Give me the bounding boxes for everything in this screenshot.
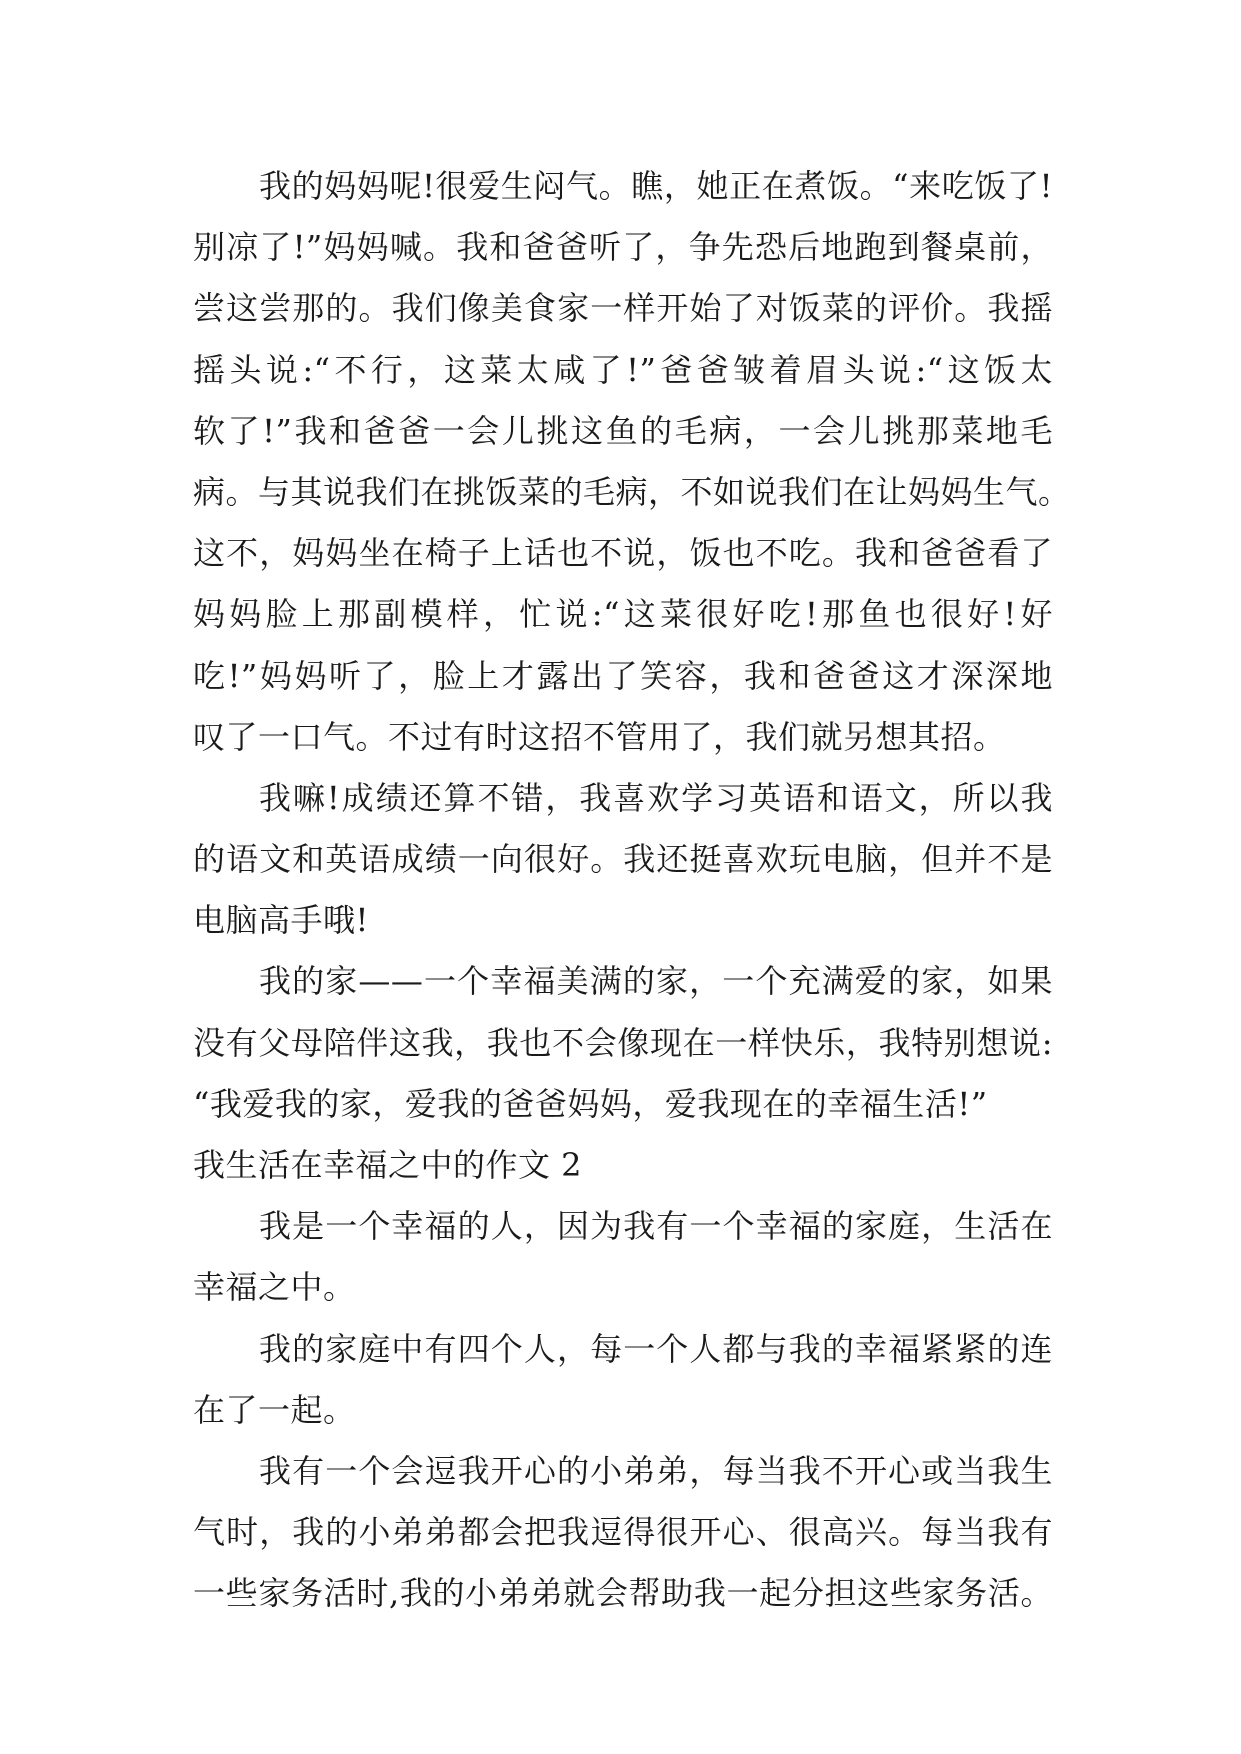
paragraph-line: 幸福之中。 <box>193 1268 356 1307</box>
paragraph-line: 这不，妈妈坐在椅子上话也不说，饭也不吃。我和爸爸看了 <box>193 534 1053 573</box>
paragraph-line: 我是一个幸福的人，因为我有一个幸福的家庭，生活在 <box>259 1207 1053 1246</box>
paragraph-line: 摇头说:“不行，这菜太咸了!”爸爸皱着眉头说:“这饭太 <box>193 350 1053 389</box>
paragraph-line: “我爱我的家，爱我的爸爸妈妈，爱我现在的幸福生活!” <box>193 1084 988 1123</box>
paragraph-line: 我的家庭中有四个人，每一个人都与我的幸福紧紧的连 <box>259 1329 1053 1368</box>
paragraph-line: 的语文和英语成绩一向很好。我还挺喜欢玩电脑，但并不是 <box>193 840 1053 879</box>
paragraph-line: 尝这尝那的。我们像美食家一样开始了对饭菜的评价。我摇 <box>193 289 1053 328</box>
paragraph-line: 我的家——一个幸福美满的家，一个充满爱的家，如果 <box>259 962 1053 1001</box>
document-body <box>193 156 1071 1625</box>
paragraph-line: 病。与其说我们在挑饭菜的毛病，不如说我们在让妈妈生气。 <box>193 472 1071 511</box>
paragraph-line: 吃!”妈妈听了，脸上才露出了笑容，我和爸爸这才深深地 <box>193 656 1053 695</box>
paragraph-line: 没有父母陪伴这我，我也不会像现在一样快乐，我特别想说: <box>193 1023 1053 1062</box>
paragraph-line: 妈妈脸上那副模样，忙说:“这菜很好吃!那鱼也很好!好 <box>193 595 1053 634</box>
paragraph-line: 电脑高手哦! <box>193 901 369 940</box>
paragraph-line: 气时，我的小弟弟都会把我逗得很开心、很高兴。每当我有 <box>193 1513 1053 1552</box>
paragraph-line: 别凉了!”妈妈喊。我和爸爸听了，争先恐后地跑到餐桌前， <box>193 228 1053 267</box>
section-heading: 我生活在幸福之中的作文 2 <box>193 1146 583 1184</box>
paragraph-line: 我的妈妈呢!很爱生闷气。瞧，她正在煮饭。“来吃饭了! <box>259 167 1053 205</box>
paragraph-line: 叹了一口气。不过有时这招不管用了，我们就另想其招。 <box>193 717 1006 756</box>
paragraph-line: 我嘛!成绩还算不错，我喜欢学习英语和语文，所以我 <box>259 778 1053 817</box>
paragraph-line: 软了!”我和爸爸一会儿挑这鱼的毛病，一会儿挑那菜地毛 <box>193 411 1053 450</box>
paragraph-line: 我有一个会逗我开心的小弟弟，每当我不开心或当我生 <box>259 1451 1053 1490</box>
paragraph-line: 一些家务活时,我的小弟弟就会帮助我一起分担这些家务活。 <box>193 1574 1053 1613</box>
paragraph-line: 在了一起。 <box>193 1390 356 1429</box>
